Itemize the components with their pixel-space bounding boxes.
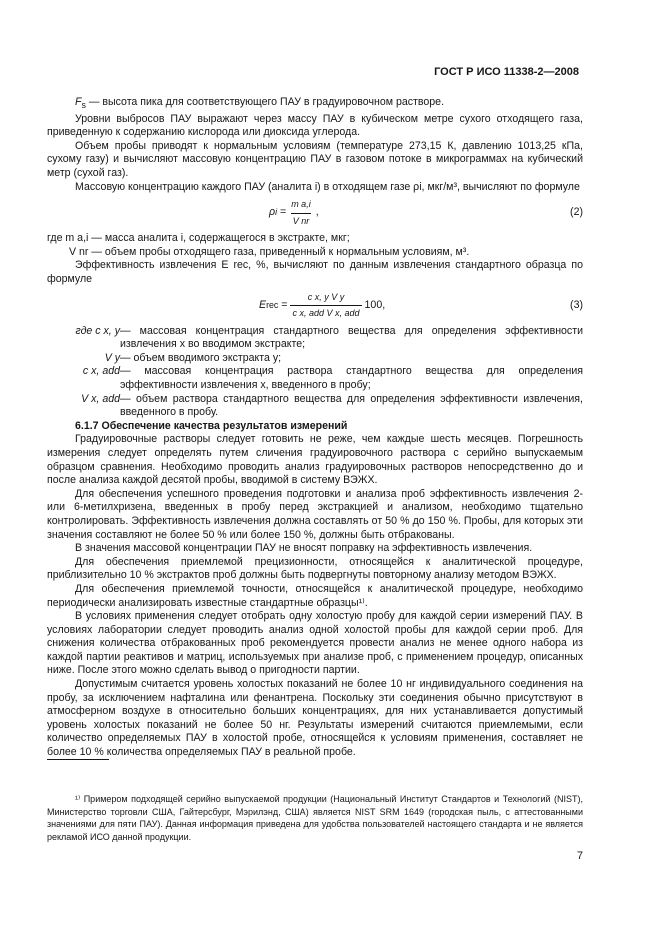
qa-paragraph: В условиях применения следует отобрать одну холостую пробу для каждой серии измерений ПАУ. В условиях лаборатории следует проводить анализ одной холостой пробы для каждой серии проб. Для снижения количества отбракованных проб рекомендуется провести анализ не менее одного набора из каждой партии реактивов и матриц, используемых при анализе проб, с применением процедур, описанных ниже. После этого можно сделать вывод о пригодности партии. bbox=[47, 610, 583, 677]
formula-3-number: (3) bbox=[570, 298, 583, 311]
paragraph-recovery: Эффективность извлечения E rec, %, вычисляют по данным извлечения стандартного образца по формуле bbox=[47, 259, 583, 286]
qa-paragraph: Градуировочные растворы следует готовить не реже, чем каждые шесть месяцев. Погрешность измерения следует определять путем сличения градуировочного раствора с серийно выпускаемым образцом сравнения. Необходимо проводить анализ градуировочных растворов непосредственно до и после анализа каждой десятой пробы, вводимой в систему ВЭЖХ. bbox=[47, 433, 583, 487]
paragraph-emission-levels: Уровни выбросов ПАУ выражают через массу ПАУ в кубическом метре сухого отходящего газа, приведенную к содержанию кислорода или диоксида углерода. bbox=[47, 112, 583, 139]
footnote-divider bbox=[47, 759, 109, 760]
standard-header: ГОСТ Р ИСО 11338-2—2008 bbox=[434, 66, 579, 78]
where-item: где c x, y — массовая концентрация стандартного вещества для определения эффективности извлечения x во вводимом экстракте; bbox=[75, 324, 583, 351]
where-item: c x, add — массовая концентрация раствора стандартного вещества для определения эффективности извлечения x, введенного в пробу; bbox=[82, 365, 583, 392]
paragraph-mass-concentration: Массовую концентрацию каждого ПАУ (аналита i) в отходящем газе ρi, мкг/м³, вычисляют по формуле bbox=[75, 180, 580, 193]
subsection-heading: 6.1.7 Обеспечение качества результатов измерений bbox=[75, 419, 348, 432]
qa-paragraph: Для обеспечения успешного проведения подготовки и анализа проб эффективность извлечения 2- или 6-метилхризена, введенных в пробу перед экстракцией и анализом, необходимо тщательно контролировать. Эффективность извлечения должна составлять от 50 % до 150 %. Пробы, для которых эти значения составляют не более 50 % или более 150 %, должны быть отбракованы. bbox=[47, 487, 583, 541]
where-item: V x, add — объем раствора стандартного вещества для определения эффективности извлечения, введенного в пробу. bbox=[81, 392, 583, 419]
formula-3: E rec = $\frac{\text{c x, y V y}}{\text{c x, add V x, add}}$ 100, (3) bbox=[47, 287, 583, 325]
qa-paragraph: Для обеспечения приемлемой точности, относящейся к аналитической процедуре, необходимо периодически анализировать известные стандартные образцы¹⁾. bbox=[47, 582, 583, 609]
where-item: V y — объем вводимого экстракта y; bbox=[104, 351, 282, 364]
fs-definition: $F_s$ — высота пика для соответствующего ПАУ в градуировочном растворе. bbox=[75, 96, 445, 111]
body-text bbox=[47, 96, 583, 760]
where-volume: V nr — объем пробы отходящего газа, приведенный к нормальным условиям, м³. bbox=[69, 245, 470, 258]
formula-2-number: (2) bbox=[570, 206, 583, 219]
formula-3-fraction: $\frac{\text{c x, y V y}}{\text{c x, add V x, add}}$ bbox=[290, 291, 361, 321]
footnote: ¹⁾ Примером подходящей серийно выпускаемой продукции (Национальный Институт Стандартов и Технологий (NIST), Министерство торговли США, Гайтерсбург, Мэрилэнд, США) является NIST SRM 1649 (городская пыль, с аттестованными значениями для пяти ПАУ). Данная информация приведена для удобства пользователей настоящего стандарта и не является рекламой ИСО данной продукции. bbox=[47, 794, 583, 842]
qa-paragraph: В значения массовой концентрации ПАУ не вносят поправку на эффективность извлечения. bbox=[75, 542, 533, 555]
page-number: 7 bbox=[576, 850, 583, 862]
formula-2-fraction: $\frac{\text{m a,i}}{\text{V nr}}$ bbox=[289, 198, 313, 228]
paragraph-sample-volume: Объем пробы приводят к нормальным условиям (температуре 273,15 К, давлению 1013,25 кПа, сухому газу) и вычисляют массовую концентрацию ПАУ в газовом потоке в микрограммах на кубический метр (сухой газ). bbox=[47, 139, 583, 180]
qa-paragraph: Для обеспечения приемлемой прецизионности, относящейся к аналитической процедуре, приблизительно 10 % экстрактов проб должны быть подвергнуты повторному анализу методом ВЭЖХ. bbox=[47, 555, 583, 582]
where-mass: где m a,i — масса аналита i, содержащегося в экстракте, мкг; bbox=[47, 232, 350, 245]
qa-paragraph: Допустимым считается уровень холостых показаний не более 10 нг индивидуального соединения на пробу, за исключением нафталина или фенантрена. Поскольку эти соединения обычно присутствуют в атмосферном воздухе в относительно больших концентрациях, для них устанавливается допустимый уровень холостых показаний не более 50 нг. Результаты измерений считаются приемлемыми, если количество определяемых ПАУ в холостой пробе, относящейся к условиям применения, составляет не более 10 % количества определяемых ПАУ в реальной пробе. bbox=[47, 678, 583, 759]
formula-2: ρ i = $\frac{\text{m a,i}}{\text{V nr}}$ , (2) bbox=[47, 194, 583, 232]
